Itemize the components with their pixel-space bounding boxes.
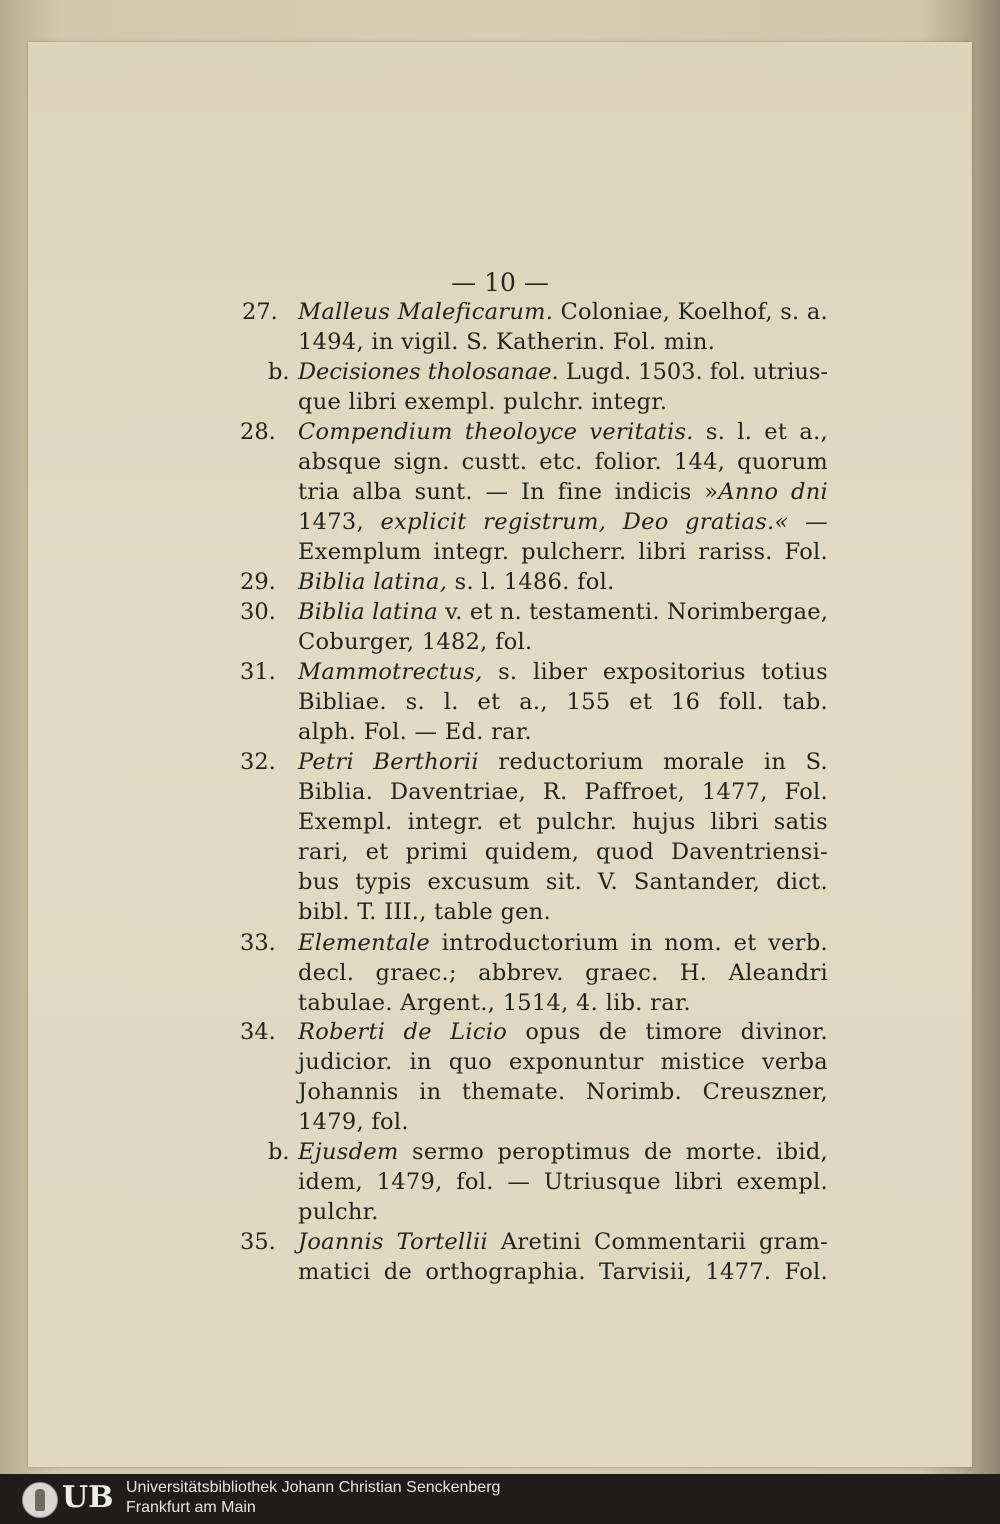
entry-line <box>298 298 828 326</box>
entry-line <box>298 778 828 806</box>
entry-number: 31. <box>240 659 276 685</box>
entry-number: 33. <box>240 930 276 956</box>
entry-text: 1473, <box>298 509 381 535</box>
entry-line <box>298 959 828 987</box>
entry-title: Petri Berthorii <box>298 749 479 775</box>
entry-line <box>298 508 828 536</box>
entry-line <box>298 628 533 656</box>
entry-text: Coloniae, Koelhof, s. a. <box>553 299 828 325</box>
entry-line <box>298 568 615 596</box>
entry-text: reductorium morale in S. <box>478 749 829 775</box>
institution-city: Frankfurt am Main <box>126 1499 256 1516</box>
entry-line <box>298 448 828 476</box>
entry-text: alph. Fol. — Ed. rar. <box>298 719 532 745</box>
entry-text: tabulae. Argent., 1514, 4. lib. rar. <box>298 990 691 1016</box>
entry-title: Malleus Maleficarum. <box>298 299 554 325</box>
entry-number: 32. <box>240 749 276 775</box>
entry-title: Biblia latina <box>298 599 438 625</box>
entry-line <box>298 1108 409 1136</box>
entry-text: matici de orthographia. Tarvisii, 1477. Fol. <box>298 1259 828 1285</box>
entry-number: 30. <box>240 599 276 625</box>
entry-title: Biblia latina, <box>298 569 448 595</box>
entry-text: bibl. T. III., table gen. <box>298 899 552 925</box>
entry-line <box>298 748 828 776</box>
page-number: — 10 — <box>451 268 549 297</box>
entry-text: 1479, fol. <box>298 1109 409 1135</box>
entry-text: absque sign. custt. etc. folior. 144, quorum <box>298 449 828 475</box>
entry-line <box>298 328 715 356</box>
ub-logo-text: UB <box>62 1480 114 1515</box>
book-page <box>28 42 972 1467</box>
entry-title: Roberti de Licio <box>298 1019 508 1045</box>
entry-title: Elementale <box>298 930 431 956</box>
entry-text: introductorium in nom. et verb. <box>430 930 828 956</box>
entry-number: 35. <box>240 1229 276 1255</box>
footer-bar <box>0 1474 1000 1524</box>
entry-text: Exempl. integr. et pulchr. hujus libri satis <box>298 809 828 835</box>
entry-line <box>298 538 828 566</box>
entry-line <box>298 898 551 926</box>
entry-line <box>298 478 828 506</box>
entry-line <box>298 989 691 1017</box>
entry-text: — <box>788 509 828 535</box>
entry-text: judicior. in quo exponuntur mistice verba <box>298 1049 828 1075</box>
entry-line <box>298 358 828 386</box>
entry-text: v. et n. testamenti. Norimbergae, <box>437 599 829 625</box>
entry-line <box>298 658 828 686</box>
entry-text: 1494, in vigil. S. Katherin. Fol. min. <box>298 329 716 355</box>
entry-line <box>298 1138 828 1166</box>
entry-text: s. l. et a., <box>693 419 828 445</box>
entry-line <box>298 929 828 957</box>
entry-text: decl. graec.; abbrev. graec. H. Aleandri <box>298 960 828 986</box>
entry-number: 34. <box>240 1019 276 1045</box>
entry-title: Ejusdem <box>298 1139 399 1165</box>
entry-line <box>298 598 828 626</box>
entry-line <box>298 1198 379 1226</box>
entry-text: rari, et primi quidem, quod Daventriensi- <box>298 839 828 865</box>
entry-line <box>298 1228 828 1256</box>
entry-title: Anno dni <box>718 479 828 505</box>
entry-line <box>298 808 828 836</box>
ub-logo <box>22 1482 118 1516</box>
entry-text: Bibliae. s. l. et a., 155 et 16 foll. tab. <box>298 689 828 715</box>
entry-text: Johannis in themate. Norimb. Creuszner, <box>298 1079 828 1105</box>
entry-text: s. liber expositorius totius <box>482 659 828 685</box>
entry-text: bus typis excusum sit. V. Santander, dict. <box>298 869 828 895</box>
entry-text: opus de timore divinor. <box>507 1019 828 1045</box>
entry-line <box>298 1018 828 1046</box>
entry-text: Biblia. Daventriae, R. Paffroet, 1477, Fol. <box>298 779 828 805</box>
entry-line <box>298 718 532 746</box>
entry-title: Compendium theoloyce veritatis. <box>298 419 694 445</box>
entry-line <box>298 1048 828 1076</box>
entry-number: 29. <box>240 569 276 595</box>
entry-number: b. <box>268 359 290 385</box>
entry-line <box>298 388 667 416</box>
entry-number: 28. <box>240 419 276 445</box>
entry-text: sermo peroptimus de morte. ibid, <box>398 1139 828 1165</box>
entry-line <box>298 838 828 866</box>
entry-text: s. l. 1486. fol. <box>447 569 615 595</box>
entry-text: tria alba sunt. — In fine indicis » <box>298 479 719 505</box>
entry-text: Coburger, 1482, fol. <box>298 629 533 655</box>
entry-title: Decisiones tholosanae. <box>298 359 559 385</box>
entry-line <box>298 1078 828 1106</box>
entry-title: Mammotrectus, <box>298 659 483 685</box>
entry-text: que libri exempl. pulchr. integr. <box>298 389 668 415</box>
entry-number: 27. <box>242 299 278 325</box>
entry-line <box>298 1168 828 1196</box>
entry-text: pulchr. <box>298 1199 379 1225</box>
seal-icon <box>22 1482 58 1518</box>
entry-line <box>298 868 828 896</box>
entry-number: b. <box>268 1139 290 1165</box>
entry-line <box>298 1258 828 1286</box>
entry-text: Lugd. 1503. fol. utrius- <box>558 359 828 385</box>
entry-title: explicit registrum, Deo gratias.« <box>380 509 789 535</box>
entry-text: idem, 1479, fol. — Utriusque libri exempl. <box>298 1169 828 1195</box>
entry-text: Exemplum integr. pulcherr. libri rariss. Fol. <box>298 539 828 565</box>
entry-text: Aretini Commentarii gram- <box>488 1229 828 1255</box>
entry-line <box>298 418 828 446</box>
institution-name: Universitätsbibliothek Johann Christian Senckenberg <box>126 1479 501 1496</box>
entry-title: Joannis Tortellii <box>298 1229 489 1255</box>
entry-line <box>298 688 828 716</box>
